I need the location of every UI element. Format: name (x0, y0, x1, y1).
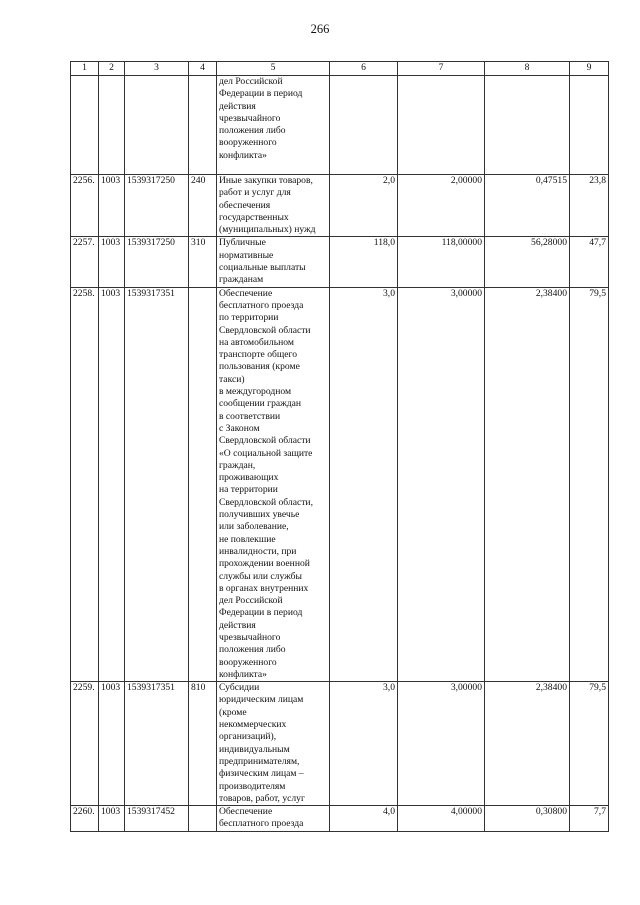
cell-expense-type: 310 (189, 237, 217, 287)
column-header: 7 (398, 62, 485, 76)
cell-name: Иные закупки товаров, работ и услуг для обеспечения государственных (муниципальных) нужд (217, 175, 330, 237)
cell-empty (189, 76, 217, 175)
table-row-continuation (71, 76, 609, 175)
cell-expense-type (189, 287, 217, 682)
table-row (71, 682, 609, 806)
table-row (71, 806, 609, 832)
cell-percent: 79,5 (570, 682, 609, 806)
cell-row-number: 2257. (71, 237, 99, 287)
column-header: 3 (125, 62, 189, 76)
cell-name: Обеспечение бесплатного проезда по территории Свердловской области на автомобильном транспорте общего пользования (кроме такси) в междугородном сообщении граждан в соответствии с Законом Свердловской области «О социальной защите граждан, проживающих на территории Свердловской области, получивших увечье или заболевание, не повлекшие инвалидности, при прохождении военной службы или службы в органах внутренних дел Российской Федерации в период действия чрезвычайного положения либо вооруженного конфликта» (217, 287, 330, 682)
cell-name: Публичные нормативные социальные выплаты гражданам (217, 237, 330, 287)
cell-empty (485, 76, 570, 175)
cell-percent: 23,8 (570, 175, 609, 237)
cell-limit: 3,00000 (398, 287, 485, 682)
budget-table (70, 61, 609, 832)
cell-empty (125, 76, 189, 175)
table-row (71, 287, 609, 682)
cell-limit: 2,00000 (398, 175, 485, 237)
column-header: 9 (570, 62, 609, 76)
cell-limit: 3,00000 (398, 682, 485, 806)
cell-target-article: 1539317250 (125, 175, 189, 237)
cell-row-number: 2256. (71, 175, 99, 237)
page-number: 266 (310, 22, 330, 36)
cell-name: Обеспечение бесплатного проезда (217, 806, 330, 832)
cell-target-article: 1539317452 (125, 806, 189, 832)
cell-empty (71, 76, 99, 175)
cell-target-article: 1539317351 (125, 682, 189, 806)
cell-amount: 118,0 (330, 237, 398, 287)
column-header: 1 (71, 62, 99, 76)
cell-executed: 56,28000 (485, 237, 570, 287)
table-row (71, 175, 609, 237)
cell-amount: 3,0 (330, 682, 398, 806)
cell-empty (330, 76, 398, 175)
cell-percent: 79,5 (570, 287, 609, 682)
cell-section: 1003 (99, 682, 125, 806)
cell-expense-type: 810 (189, 682, 217, 806)
cell-amount: 3,0 (330, 287, 398, 682)
table-header (71, 62, 609, 76)
cell-section: 1003 (99, 175, 125, 237)
cell-target-article: 1539317250 (125, 237, 189, 287)
column-header: 2 (99, 62, 125, 76)
cell-percent: 47,7 (570, 237, 609, 287)
column-header: 8 (485, 62, 570, 76)
cell-empty (99, 76, 125, 175)
cell-row-number: 2258. (71, 287, 99, 682)
cell-amount: 2,0 (330, 175, 398, 237)
cell-executed: 2,38400 (485, 682, 570, 806)
cell-expense-type: 240 (189, 175, 217, 237)
cell-executed: 0,47515 (485, 175, 570, 237)
cell-name: дел Российской Федерации в период действия чрезвычайного положения либо вооруженного конфликта» (217, 76, 330, 175)
cell-target-article: 1539317351 (125, 287, 189, 682)
column-header: 5 (217, 62, 330, 76)
column-header: 4 (189, 62, 217, 76)
cell-row-number: 2260. (71, 806, 99, 832)
cell-percent: 7,7 (570, 806, 609, 832)
column-header: 6 (330, 62, 398, 76)
cell-executed: 2,38400 (485, 287, 570, 682)
table-row (71, 237, 609, 287)
cell-section: 1003 (99, 806, 125, 832)
cell-limit: 4,00000 (398, 806, 485, 832)
cell-section: 1003 (99, 287, 125, 682)
cell-executed: 0,30800 (485, 806, 570, 832)
cell-expense-type (189, 806, 217, 832)
cell-empty (570, 76, 609, 175)
cell-name: Субсидии юридическим лицам (кроме некоммерческих организаций), индивидуальным предпринимателям, физическим лицам – производителям товаров, работ, услуг (217, 682, 330, 806)
cell-empty (398, 76, 485, 175)
cell-limit: 118,00000 (398, 237, 485, 287)
cell-amount: 4,0 (330, 806, 398, 832)
cell-row-number: 2259. (71, 682, 99, 806)
cell-section: 1003 (99, 237, 125, 287)
